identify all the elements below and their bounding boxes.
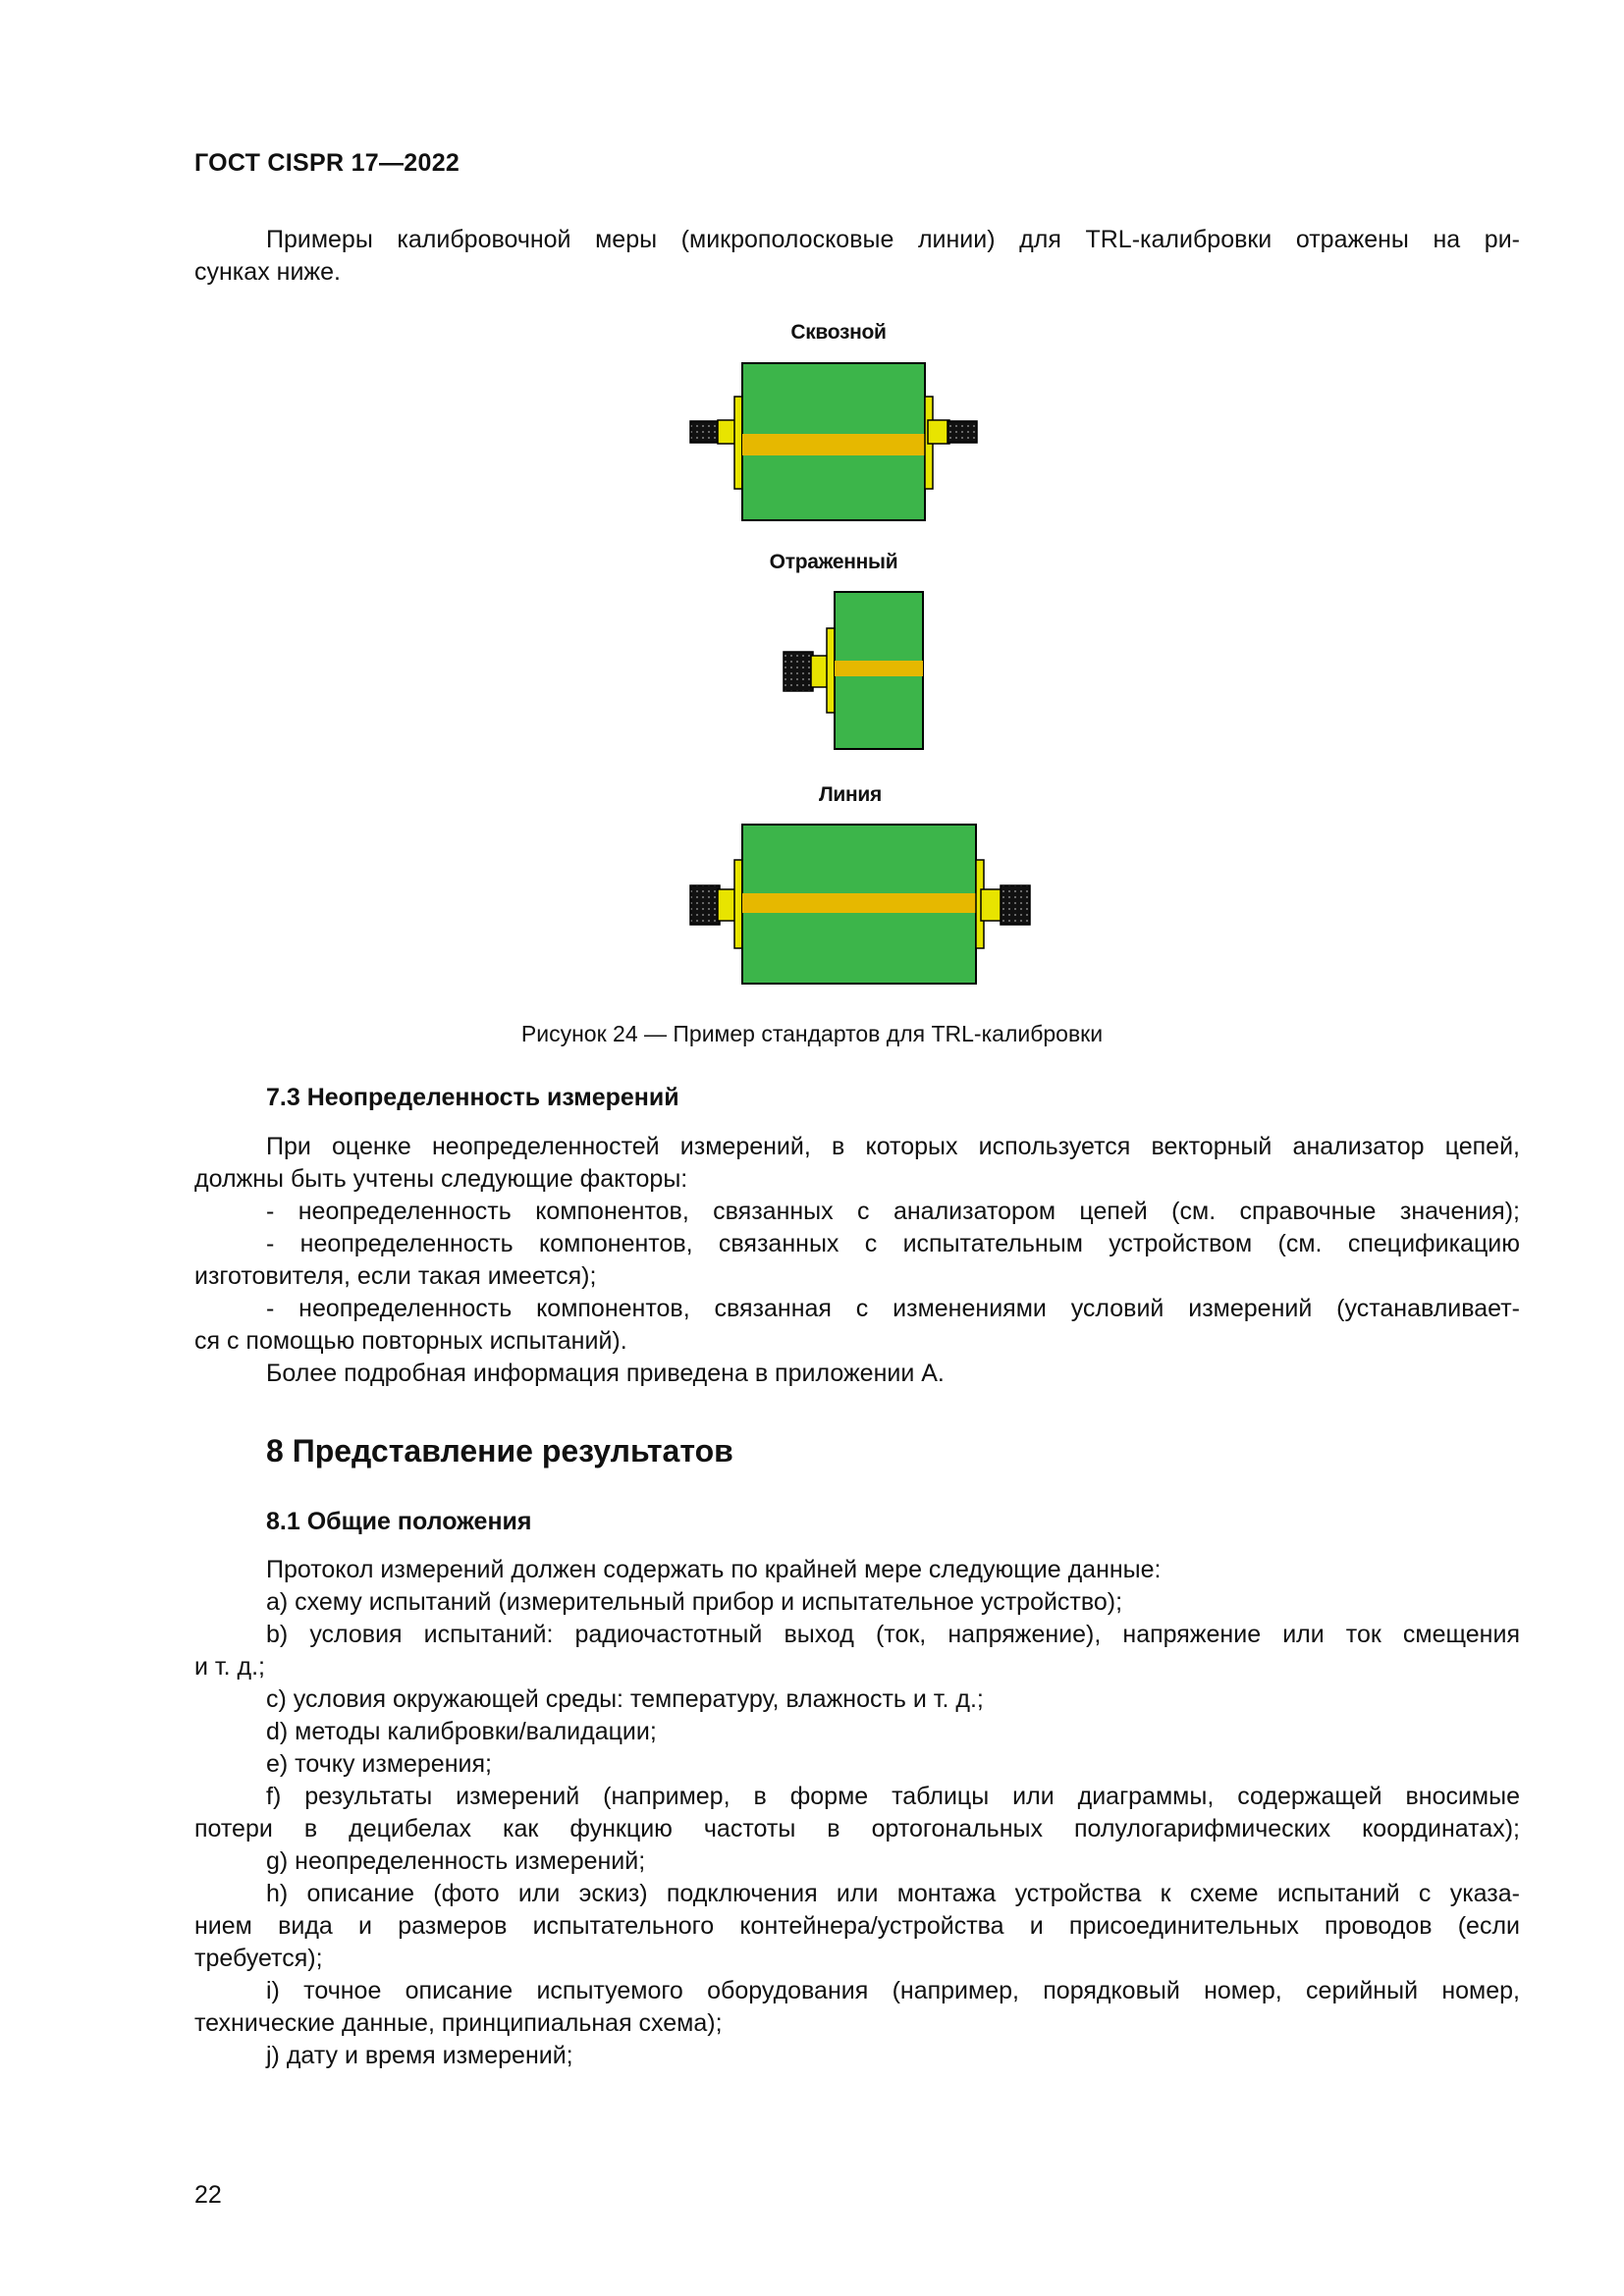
list-item-cont: и т. д.; [194,1653,265,1681]
left-connector-thread [690,885,720,925]
microstrip [742,893,976,913]
list-item: e) точку измерения; [266,1750,492,1778]
list-item-cont: нием вида и размеров испытательного контейнера/устройства и присоединительных проводов (если [194,1912,1520,1940]
microstrip [835,661,923,676]
para-line: Более подробная информация приведена в приложении А. [266,1360,945,1387]
microstrip [742,434,925,455]
list-item: a) схему испытаний (измерительный прибор и испытательное устройство); [266,1588,1123,1616]
document-header: ГОСТ CISPR 17—2022 [194,149,460,177]
list-item: d) методы калибровки/валидации; [266,1718,657,1745]
list-item: g) неопределенность измерений; [266,1847,646,1875]
connector-thread [784,652,813,691]
list-item: f) результаты измерений (например, в форме таблицы или диаграммы, содержащей вносимые [266,1783,1520,1810]
trl-calibration-figure [0,0,1624,1080]
line-standard [690,825,1030,984]
heading-8: 8 Представление результатов [266,1433,733,1468]
left-connector-flange [734,860,742,948]
right-connector-body [981,889,1002,921]
list-item-cont: ся с помощью повторных испытаний). [194,1327,627,1355]
right-connector-thread [1001,885,1030,925]
figure-label-reflect: Отраженный [769,551,898,573]
figure-label-line: Линия [819,783,882,806]
list-item: j) дату и время измерений; [266,2042,573,2069]
para-line: должны быть учтены следующие факторы: [194,1165,688,1193]
list-item-cont: требуется); [194,1945,323,1972]
through-standard [690,363,977,520]
para-line: Протокол измерений должен содержать по крайней мере следующие данные: [266,1556,1162,1583]
right-connector-thread [947,421,977,443]
connector-flange [827,628,835,713]
list-item: h) описание (фото или эскиз) подключения или монтажа устройства к схеме испытаний с указа- [266,1880,1520,1907]
list-item: b) условия испытаний: радиочастотный выход (ток, напряжение), напряжение или ток смещения [266,1621,1520,1648]
intro-line-1: Примеры калибровочной меры (микрополосковые линии) для TRL-калибровки отражены на ри- [266,226,1520,253]
left-connector-thread [690,421,720,443]
intro-line-2: сунках ниже. [194,258,341,286]
figure-label-through: Сквозной [790,321,887,344]
left-connector-flange [734,397,742,489]
list-item-cont: потери в децибелах как функцию частоты в ортогональных полулогарифмических координатах); [194,1815,1520,1842]
list-item: - неопределенность компонентов, связанных с испытательным устройством (см. спецификацию [266,1230,1520,1257]
list-item-cont: технические данные, принципиальная схема); [194,2009,723,2037]
reflect-standard [784,592,923,749]
page-number: 22 [194,2181,222,2209]
list-item: - неопределенность компонентов, связанная с изменениями условий измерений (устанавливает- [266,1295,1520,1322]
para-line: При оценке неопределенностей измерений, в которых используется векторный анализатор цепей, [266,1133,1520,1160]
right-connector-body [928,420,949,444]
heading-7-3: 7.3 Неопределенность измерений [266,1084,679,1111]
list-item: c) условия окружающей среды: температуру, влажность и т. д.; [266,1685,984,1713]
section-7-3-body [194,1131,1520,1390]
heading-8-1: 8.1 Общие положения [266,1508,532,1535]
list-item-cont: изготовителя, если такая имеется); [194,1262,597,1290]
list-item: - неопределенность компонентов, связанных с анализатором цепей (см. справочные значения); [266,1198,1520,1225]
section-8-1-body [194,1554,1520,2072]
list-item: i) точное описание испытуемого оборудования (например, порядковый номер, серийный номер, [266,1977,1520,2004]
figure-caption: Рисунок 24 — Пример стандартов для TRL-калибровки [520,1021,1104,1046]
